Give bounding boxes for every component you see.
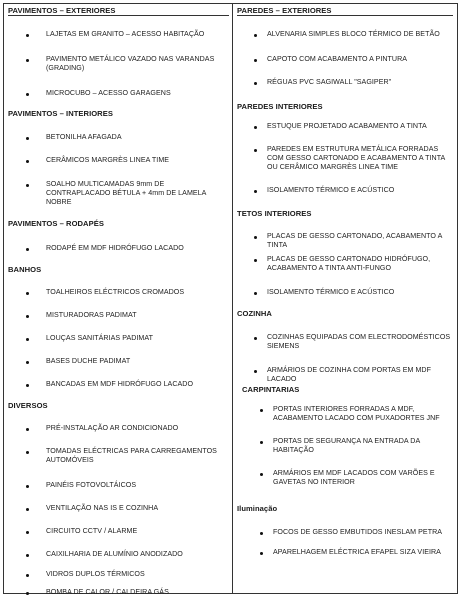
bullet-icon [26,315,29,318]
list-item: CAIXILHARIA DE ALUMÍNIO ANODIZADO [46,550,183,558]
bullet-icon [260,409,263,412]
bullet-icon [26,59,29,62]
list-item: ISOLAMENTO TÉRMICO E ACÚSTICO [267,288,395,296]
bullet-icon [26,508,29,511]
right-column [233,4,457,593]
list-item: ARMÁRIOS EM MDF LACADOS COM VARÕES E GAVETAS NO INTERIOR [273,469,435,486]
section-heading: PAVIMENTOS – RODAPÉS [8,219,104,228]
bullet-icon [26,592,29,595]
bullet-icon [26,184,29,187]
list-item: PAINÉIS FOTOVOLTÁICOS [46,481,137,489]
list-item: CERÂMICOS MARGRÈS LINEA TIME [46,156,170,164]
left-column [4,4,233,596]
bullet-icon [260,473,263,476]
list-item: MICROCUBO – ACESSO GARAGENS [46,89,171,97]
list-item: BETONILHA AFAGADA [46,133,122,141]
list-item: PORTAS DE SEGURANÇA NA ENTRADA DA HABITAÇÃO [273,437,420,454]
bullet-icon [26,338,29,341]
section-heading: PAVIMENTOS – EXTERIORES [8,6,229,16]
section-heading: COZINHA [237,309,272,318]
specifications-table [3,3,458,594]
section-heading: TETOS INTERIORES [237,209,312,218]
bullet-icon [26,574,29,577]
list-item: PLACAS DE GESSO CARTONADO HIDRÓFUGO, ACABAMENTO A TINTA ANTI-FUNGO [267,255,431,272]
bullet-icon [254,82,257,85]
bullet-icon [26,137,29,140]
bullet-icon [26,160,29,163]
list-item: TOMADAS ELÉCTRICAS PARA CARREGAMENTOS AUTOMÓVEIS [46,447,217,464]
list-item: LAJETAS EM GRANITO – ACESSO HABITAÇÃO [46,30,205,38]
bullet-icon [254,236,257,239]
list-item: ARMÁRIOS DE COZINHA COM PORTAS EM MDF LACADO [267,366,431,383]
bullet-icon [254,59,257,62]
list-item: BOMBA DE CALOR / CALDEIRA GÁS [46,588,169,596]
bullet-icon [26,485,29,488]
bullet-icon [26,554,29,557]
bullet-icon [26,292,29,295]
bullet-icon [254,190,257,193]
list-item: BANCADAS EM MDF HIDRÓFUGO LACADO [46,380,194,388]
bullet-icon [254,259,257,262]
list-item: VIDROS DUPLOS TÉRMICOS [46,570,145,578]
list-item: PAREDES EM ESTRUTURA METÁLICA FORRADAS COM GESSO CARTONADO E ACABAMENTO A TINTA OU CERÂMICO MARGRÈS LINEA TIME [267,145,445,171]
list-item: MISTURADORAS PADIMAT [46,311,137,319]
list-item: PRÉ-INSTALAÇÃO AR CONDICIONADO [46,424,179,432]
bullet-icon [260,532,263,535]
bullet-icon [254,337,257,340]
list-item: CIRCUITO CCTV / ALARME [46,527,138,535]
section-heading: DIVERSOS [8,401,48,410]
bullet-icon [26,428,29,431]
bullet-icon [254,34,257,37]
section-heading: BANHOS [8,265,42,274]
list-item: LOUÇAS SANITÁRIAS PADIMAT [46,334,154,342]
section-heading: PAREDES – EXTERIORES [237,6,453,16]
bullet-icon [26,361,29,364]
bullet-icon [254,149,257,152]
list-item: TOALHEIROS ELÉCTRICOS CROMADOS [46,288,185,296]
list-item: PLACAS DE GESSO CARTONADO, ACABAMENTO A TINTA [267,232,443,249]
bullet-icon [26,93,29,96]
bullet-icon [260,441,263,444]
section-heading: Iluminação [237,504,278,513]
bullet-icon [26,531,29,534]
list-item: BASES DUCHE PADIMAT [46,357,131,365]
bullet-icon [254,292,257,295]
list-item: CAPOTO COM ACABAMENTO A PINTURA [267,55,408,63]
list-item: ISOLAMENTO TÉRMICO E ACÚSTICO [267,186,395,194]
list-item: RODAPÉ EM MDF HIDRÓFUGO LACADO [46,244,184,252]
section-heading: PAREDES INTERIORES [237,102,323,111]
list-item: ALVENARIA SIMPLES BLOCO TÉRMICO DE BETÃO [267,30,440,38]
bullet-icon [26,34,29,37]
bullet-icon [254,370,257,373]
bullet-icon [254,126,257,129]
bullet-icon [26,451,29,454]
list-item: FOCOS DE GESSO EMBUTIDOS INESLAM PETRA [273,528,443,536]
list-item: COZINHAS EQUIPADAS COM ELECTRODOMÉSTICOS SIEMENS [267,333,451,350]
list-item: PAVIMENTO METÁLICO VAZADO NAS VARANDAS (GRADING) [46,55,215,72]
section-heading: CARPINTARIAS [242,385,300,394]
list-item: RÉGUAS PVC SAGIWALL "SAGIPER" [267,78,392,86]
list-item: ESTUQUE PROJETADO ACABAMENTO A TINTA [267,122,427,130]
list-item: PORTAS INTERIORES FORRADAS A MDF, ACABAMENTO LACADO COM PUXADORTES JNF [273,405,440,422]
list-item: APARELHAGEM ELÉCTRICA EFAPEL SIZA VIEIRA [273,548,441,556]
section-heading: PAVIMENTOS – INTERIORES [8,109,113,118]
bullet-icon [26,248,29,251]
bullet-icon [26,384,29,387]
list-item: SOALHO MULTICAMADAS 9mm DE CONTRAPLACADO BÉTULA + 4mm DE LAMELA NOBRE [46,180,207,206]
bullet-icon [260,552,263,555]
list-item: VENTILAÇÃO NAS IS E COZINHA [46,504,159,512]
